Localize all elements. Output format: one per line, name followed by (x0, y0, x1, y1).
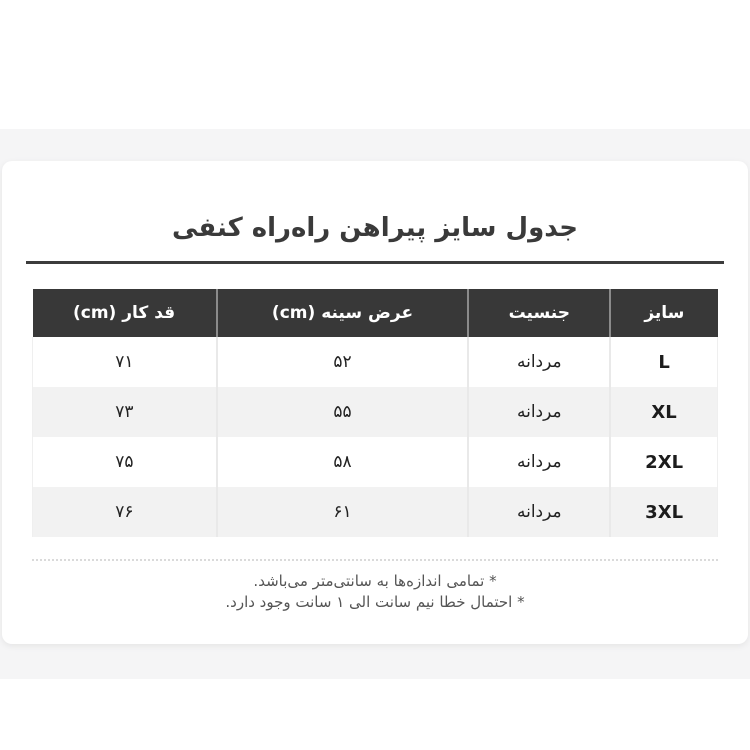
cell-gender: مردانه (468, 487, 610, 537)
cell-length: ۷۱ (33, 337, 217, 387)
footnote-tolerance: * احتمال خطا نیم سانت الی ۱ سانت وجود دارد. (225, 593, 525, 611)
cell-length: ۷۳ (33, 387, 217, 437)
size-table-head (33, 289, 718, 337)
footnotes (2, 571, 748, 613)
header-row (33, 289, 718, 337)
cell-size: 2XL (610, 437, 717, 487)
cell-chest: ۵۵ (217, 387, 469, 437)
cell-gender: مردانه (468, 437, 610, 487)
table-row (33, 487, 718, 537)
cell-size: 3XL (610, 487, 717, 537)
table-row (33, 437, 718, 487)
table-row (33, 387, 718, 437)
column-header-chest: عرض سینه (cm) (217, 289, 469, 337)
footnote-units: * تمامی اندازه‌ها به سانتی‌متر می‌باشد. (253, 572, 497, 590)
size-chart-title: جدول سایز پیراهن راه‌راه کنفی (171, 213, 579, 243)
column-header-size: سایز (610, 289, 717, 337)
notes-divider (32, 559, 718, 561)
cell-chest: ۵۸ (217, 437, 469, 487)
cell-size: XL (610, 387, 717, 437)
table-row (33, 337, 718, 387)
table-body (33, 337, 718, 537)
cell-chest: ۶۱ (217, 487, 469, 537)
cell-length: ۷۶ (33, 487, 217, 537)
size-table (32, 289, 718, 537)
cell-chest: ۵۲ (217, 337, 469, 387)
column-header-gender: جنسیت (468, 289, 610, 337)
cell-length: ۷۵ (33, 437, 217, 487)
size-chart-card (2, 161, 748, 644)
cell-gender: مردانه (468, 387, 610, 437)
title-divider (26, 261, 724, 264)
column-header-length: قد کار (cm) (33, 289, 217, 337)
cell-size: L (610, 337, 717, 387)
cell-gender: مردانه (468, 337, 610, 387)
